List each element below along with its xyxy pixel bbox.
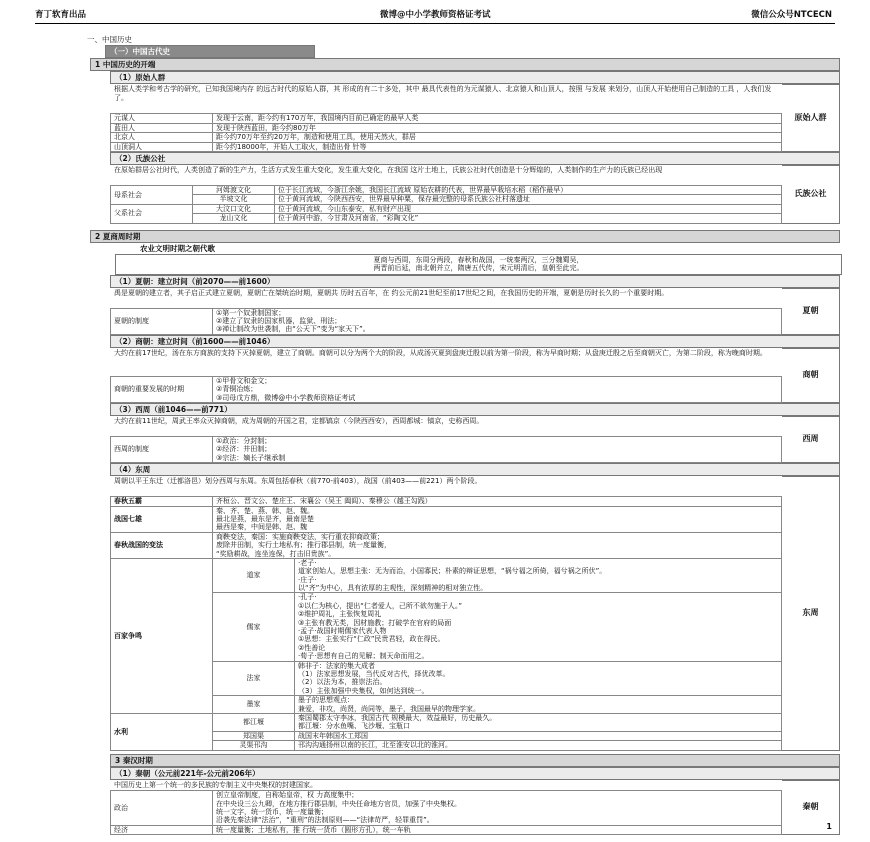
zhou-block — [110, 416, 840, 463]
dynasty-song — [115, 254, 842, 275]
song-line-1: 夏商与西周，东周分两段，春秋和战国，一统秦两汉，三分魏蜀吴， — [373, 255, 584, 264]
header-left: 育丁软育出品 — [35, 10, 87, 20]
table-row — [111, 497, 782, 506]
part3-heading: 3 秦汉时期 — [110, 754, 840, 767]
cell: 百家争鸣 — [111, 558, 213, 713]
list-item: ③司母戊方鼎，微博@中小学教师资格证考试 — [216, 393, 356, 402]
shang-intro: 大约在前17世纪，汤在东方商族的支持下灭掉夏朝，建立了商朝。商朝可以分为两个大的阶段，从成汤灭夏到盘庚迁殷以前为第一阶段，称为早商时期；从盘庚迁殷之后至商朝灭亡，为第二阶段，称为晚商时期。 — [114, 348, 767, 357]
xia-heading: （1）夏朝：建立时间（前2070——前1600） — [110, 275, 840, 288]
cell: 父系社会 — [111, 204, 193, 223]
zhou-table — [110, 436, 782, 463]
song-line-2: 两晋前后延，南北朝并立，隋唐五代传，宋元明清后，皇朝至此完。 — [373, 264, 584, 273]
list-item: ②经济：井田制； — [216, 445, 272, 454]
table-row — [111, 506, 782, 532]
table-row — [111, 437, 782, 463]
zhou-heading: （3）西周（前1046——前771） — [110, 403, 840, 416]
shang-table — [110, 376, 782, 403]
cell: 位于长江流域，今浙江余姚，我国长江流域 原始农耕的代表，世界最早栽培水稻（稻作最早） — [275, 185, 782, 194]
header-right: 微信公众号NTCECN — [751, 10, 832, 20]
cell: 创立皇帝制度，自称始皇帝，权 力高度集中； 在中央设三公九卿，在地方推行郡县制，中央任命地方官员，加强了中央集权。 统一文字，统一货币，统一度量衡； 沿袭先秦法律“法治”，“重刑”的法制原则——“法律苛严，轻罪重罚”。 — [213, 791, 782, 826]
shang-heading: （2）商朝：建立时间（前1600——前1046） — [110, 335, 840, 348]
table-row — [111, 791, 782, 826]
table-row — [111, 185, 782, 194]
cell: 韩非子：法家的集大成者 （1）法家思想发展，当代反对古代，择优改革。 （2）以法为本，推崇法治。 （3）主张加强中央集权，如何达到统一。 — [295, 661, 782, 696]
cell: 墨子的思想观点： 兼爱，非攻，尚贤，尚同等，墨子，我国最早的物理学家。 — [295, 696, 782, 714]
table-row — [111, 114, 782, 123]
cell: 郑国渠 — [213, 731, 295, 740]
header-center: 微博@中小学教师资格证考试 — [380, 10, 491, 20]
side-label-primitive: 原始人群 — [782, 84, 840, 152]
cell: 春秋战国的变法 — [111, 532, 213, 558]
clan-table — [110, 185, 782, 224]
cell: 发现于云南，距今约有170万年，我国境内目前已确定的最早人类 — [213, 114, 782, 123]
list-item: ②建立了奴隶的国家机器，监狱、刑法； — [216, 317, 342, 326]
table-row — [111, 308, 782, 334]
list-item: ②青铜冶炼； — [216, 385, 258, 394]
cell: 经济 — [111, 825, 213, 834]
side-label-zhou: 西周 — [782, 416, 840, 463]
cell: 河姆渡文化 — [193, 185, 275, 194]
qin-heading: （1）秦朝（公元前221年-公元前206年） — [110, 767, 840, 780]
list-item: ③禅让制改为世袭制，由“公天下”变为“家天下”。 — [216, 325, 370, 334]
cell: 位于黄河中游，今甘肃及河南省，“彩陶文化” — [275, 214, 782, 223]
cell: 秦、齐、楚、燕、韩、赵、魏。 最北是燕，最东是齐，最南是楚 最西是秦，中间是韩、赵、魏 — [213, 506, 782, 532]
dongzhou-table — [110, 496, 782, 750]
clan-block — [110, 165, 840, 224]
cell: 夏朝的制度 — [111, 308, 213, 334]
qin-block — [110, 780, 840, 836]
cell: 法家 — [213, 661, 295, 696]
list-item: ①甲骨文和金文； — [216, 376, 272, 385]
cell: 商朝的重要发展的时期 — [111, 376, 213, 402]
side-label-shang: 商朝 — [782, 348, 840, 403]
side-label-dongzhou: 东周 — [782, 476, 840, 750]
qin-intro: 中国历史上第一个统一的多民族的专制主义中央集权的封建国家。 — [114, 780, 317, 789]
cell: 距今约18000年，开始人工取火，制造出骨 针等 — [213, 142, 782, 151]
cell: 元谋人 — [111, 114, 213, 123]
cell: 都江堰 — [213, 713, 295, 731]
table-row — [111, 133, 782, 142]
cell: 龙山文化 — [193, 214, 275, 223]
cell: 西周的制度 — [111, 437, 213, 463]
cell: 战国七雄 — [111, 506, 213, 532]
cell: 母系社会 — [111, 185, 193, 204]
cell: 位于黄河流域，今山东泰安，私有财产出现 — [275, 204, 782, 213]
cell: 水利 — [111, 713, 213, 750]
side-label-clan: 氏族公社 — [782, 165, 840, 224]
cell: 北京人 — [111, 133, 213, 142]
part1-sub2-heading: （2）氏族公社 — [110, 152, 840, 165]
qin-table — [110, 790, 782, 835]
dongzhou-intro: 周朝以平王东迁（迁都洛邑）划分西周与东周。东周包括春秋（前770-前403），战国（前403——前221）两个阶段。 — [114, 477, 482, 486]
cell: 墨家 — [213, 696, 295, 714]
side-label-xia: 夏朝 — [782, 288, 840, 335]
cell: 邗沟沟通扬州以南的长江，北至淮安以北的淮河。 — [295, 741, 782, 750]
table-row — [111, 214, 782, 223]
cell: ·孔子· ①以仁为核心，提出“仁者爱人，己所不欲勿施于人。” ②维护周礼，主张恢复周礼 ③主张有教无类，因材施教；打破学在官府的局面 ·孟子·战国时期儒家代表人物 ①思想：主张实行“仁政”民贵君轻，政在得民。 ②性善论 ·荀子·思想有自己的见解；制天命而用之。 — [295, 593, 782, 661]
cell: 齐桓公、晋文公、楚庄王、宋襄公（吴王 阖闾）、秦穆公（越王勾践） — [213, 497, 782, 506]
header-rule — [35, 23, 835, 24]
dongzhou-heading: （4）东周 — [110, 463, 840, 476]
cell: 半坡文化 — [193, 195, 275, 204]
xia-block — [110, 288, 840, 335]
primitive-table — [110, 113, 782, 152]
clan-intro: 在原始群居公社时代，人类创造了新的生产力，生活方式发生重大变化，发生重大变化，在我国 这片土地上，氏族公社时代创造是十分辉煌的，人类制作的生产力的氏族已经出现 — [114, 165, 663, 174]
zhou-intro: 大约在前11世纪，周武王率众灭掉商朝，成为周朝的开国之君，定都镐京（今陕西西安），西周都城：镐京，史称西周。 — [114, 417, 484, 425]
cell: 政治 — [111, 791, 213, 826]
table-row — [111, 376, 782, 402]
table-row — [111, 558, 782, 593]
table-row — [111, 142, 782, 151]
dongzhou-block — [110, 476, 840, 750]
page-number: 1 — [826, 822, 832, 831]
cell — [213, 308, 782, 334]
cell — [213, 376, 782, 402]
table-row — [111, 713, 782, 731]
cell: 山顶洞人 — [111, 142, 213, 151]
cell: 蓝田人 — [111, 123, 213, 132]
xia-table — [110, 308, 782, 335]
cell: 秦国蜀郡太守李冰，我国古代 规模最大，效益最好，历史最久。 都江堰：分水鱼嘴、飞沙堰、宝瓶口 — [295, 713, 782, 731]
dynasty-song-heading: 农业文明时期之朝代歌 — [140, 243, 215, 253]
table-row — [111, 123, 782, 132]
cell: 道家 — [213, 558, 295, 593]
list-item: ①第一个奴隶制国家； — [216, 308, 286, 317]
cell: 发现于陕西蓝田，距今约80万年 — [213, 123, 782, 132]
xia-intro: 禹是夏朝的建立者，其子启正式建立夏朝，夏朝亡在桀统治时期，夏朝共 历时五百年，在 约公元前21世纪至前17世纪之间，在我国历史的开端，夏朝是历时长久的一个重要时期。 — [114, 288, 669, 297]
section-title: 一、中国历史 — [87, 35, 132, 44]
cell: 战国末年韩国水工郑国 — [295, 731, 782, 740]
cell: ·老子· 道家创始人，思想主张：无为而治，小国寡民；朴素的辩证思想，“祸兮福之所倚，福兮祸之所伏”。 ·庄子· 以“齐”为中心，具有浓厚的主观性，深刻精神的相对独立性。 — [295, 558, 782, 593]
list-item: ①政治：分封制； — [216, 437, 272, 445]
side-label-qin: 秦朝 — [782, 780, 840, 836]
cell: 大汶口文化 — [193, 204, 275, 213]
table-row — [111, 825, 782, 834]
cell: 商鞅变法，秦国：实施商鞅变法，实行重农抑商政策； 废除井田制，实行土地私有；推行郡县制，统一度量衡， “奖励耕战，连坐连保，打击旧贵族”。 — [213, 532, 782, 558]
cell — [213, 437, 782, 463]
cell: 儒家 — [213, 593, 295, 661]
list-item: ③宗法：嫡长子继承制 — [216, 453, 286, 462]
cell: 春秋五霸 — [111, 497, 213, 506]
primitive-intro: 根据人类学和考古学的研究，已知我国境内存 的远古时代的原始人群，其 形成的有二十多处，其中 最具代表性的为元谋猿人、北京猿人和山顶人，按照 与发展 来划分，山顶人开始使用自己制造的工具 ，人我们发了。 — [114, 85, 772, 103]
part1-sub1-heading: （1）原始人群 — [110, 71, 840, 84]
part2-heading: 2 夏商周时期 — [90, 230, 840, 243]
primitive-block — [110, 84, 840, 152]
part1-heading: 1 中国历史的开端 — [90, 58, 840, 71]
shang-block — [110, 348, 840, 403]
cell: 灵渠邗沟 — [213, 741, 295, 750]
cell: 位于黄河流域，今陕西西安，世界最早种粟，保存最完整的母系氏族公社村落遗址 — [275, 195, 782, 204]
document-body — [35, 34, 840, 835]
cell: 距今约70万年至约20万年，制造和使用工具，使用天然火，群居 — [213, 133, 782, 142]
table-row — [111, 204, 782, 213]
cell: 统一度量衡；土地私有，推 行统一货币（圆形方孔），统一车轨 — [213, 825, 782, 834]
table-row — [111, 195, 782, 204]
section-subtitle: （一）中国古代史 — [105, 45, 315, 58]
table-row — [111, 532, 782, 558]
